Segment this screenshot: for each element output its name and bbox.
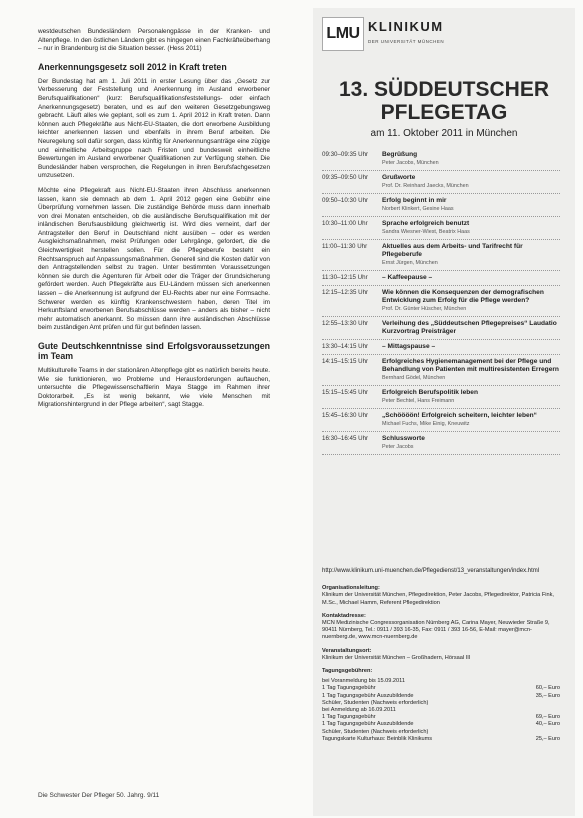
program-item: [382, 389, 560, 405]
fee-label: bei Voranmeldung bis 15.09.2011: [322, 678, 405, 685]
program-row: [322, 148, 560, 171]
program-time: 12:55–13:30 Uhr: [322, 320, 369, 327]
contact-label: Kontaktadresse:: [322, 612, 366, 619]
fee-row: [322, 693, 560, 700]
fee-row: [322, 721, 560, 728]
fees-label: Tagungsgebühren:: [322, 668, 373, 675]
event-title: 13. SÜDDEUTSCHER PFLEGETAG: [338, 78, 550, 124]
program-item: [382, 220, 560, 236]
program-time: 14:15–15:15 Uhr: [322, 358, 369, 365]
event-date: am 11. Oktober 2011 in München: [370, 128, 518, 139]
program-title: Erfolgreich Berufspolitik leben: [382, 389, 478, 396]
article-column: [38, 28, 270, 416]
program-title: Begrüßung: [382, 151, 418, 158]
contact-text: MCN Medizinische Congressorganisation Nürnberg AG, Carina Mayer, Neuwieder Straße 9, 90411 Nürnberg, Tel.: 0911 / 393 16-35, Fax: 0911 / 393 16-56, E-Mail: mayer@mcn-nuernberg.de, www.mcn-nuernberg.de: [322, 620, 550, 641]
program-item: [382, 320, 560, 336]
lmu-logo-mark: LMU: [322, 17, 364, 51]
program-item: [382, 358, 560, 382]
program-row: [322, 217, 560, 240]
program-speaker: Prof. Dr. Reinhard Jaecks, München: [382, 183, 469, 189]
program-row: [322, 194, 560, 217]
program-item: [382, 151, 560, 167]
fee-label: Schüler, Studenten (Nachweis erforderlich): [322, 728, 429, 735]
fee-label: Tagungskarte Kulturhaus: Beinblik Klinikums: [322, 735, 433, 742]
program-row: [322, 409, 560, 432]
fee-row: [322, 707, 560, 714]
program-row: [322, 340, 560, 355]
fee-row: [322, 685, 560, 692]
program-title: Grußworte: [382, 174, 416, 181]
article-paragraph: westdeutschen Bundesländern Personalengpässe in der Kranken- und Altenpflege. In den östlichen Ländern gibt es hingegen einen Fachkräfteüberhang – nur in Brandenburg ist die Situation besser. (Hess 2011): [38, 28, 270, 53]
program-speaker: Peter Bechtel, Hans Freimann: [382, 398, 455, 404]
org-label: Organisationsleitung:: [322, 585, 380, 592]
fee-label: 1 Tag Tagungsgebühr: [322, 714, 376, 721]
program-row: [322, 355, 560, 386]
program-row: [322, 386, 560, 409]
lmu-klinikum-logo: [322, 17, 552, 51]
program-title: Verleihung des „Süddeutschen Pflegepreises“ Laudatio Kurzvortrag Preisträger: [382, 320, 557, 335]
fee-row: [322, 700, 560, 707]
program-speaker: Sandra Wiesner-Wiest, Beatrix Haas: [382, 229, 470, 235]
program-row: [322, 171, 560, 194]
venue-text: Klinikum der Universität München – Großhadern, Hörsaal III: [322, 654, 471, 661]
program-speaker: Michael Fuchs, Mike Einig, Kneuwitz: [382, 421, 470, 427]
event-url[interactable]: http://www.klinikum.uni-muenchen.de/Pflegedienst/13_veranstaltungen/index.html: [322, 568, 540, 574]
program-time: 10:30–11:00 Uhr: [322, 220, 368, 227]
fee-label: 1 Tag Tagungsgebühr Auszubildende: [322, 721, 414, 728]
fee-row: [322, 729, 560, 736]
program-title: Wie können die Konsequenzen der demografischen Entwicklung zum Erfolg für die Pflege werden?: [382, 289, 544, 304]
program-row: [322, 286, 560, 317]
program-title: „Schöööön! Erfolgreich scheitern, leichter leben“: [382, 412, 537, 419]
program-row: [322, 317, 560, 340]
venue-label: Veranstaltungsort:: [322, 647, 372, 654]
article-paragraph: Multikulturelle Teams in der stationären Altenpflege gibt es natürlich bereits heute. Wie sie funktionieren, wo Probleme und Herausforderungen auftauchen, untersuchte die Pflegewissenschaftlerin Maya Stagge im Rahmen ihrer Doktorarbeit. „Es ist wenig bekannt, wie viele Menschen mit Migrationshintergrund in der Pflege arbeiten“, sagt Stagge.: [38, 367, 270, 409]
logo-subtitle: DER UNIVERSITÄT MÜNCHEN: [368, 39, 445, 44]
logo-name: KLINIKUM: [368, 19, 444, 34]
org-text: Klinikum der Universität München, Pflegedirektion, Peter Jacobs, Pflegedirektor, Patricia Fink, M.Sc., Michael Hamm, Referent Pflegedirektion: [322, 592, 554, 606]
program-item: [382, 274, 560, 282]
program-title: Sprache erfolgreich benutzt: [382, 220, 470, 227]
program-time: 15:45–16:30 Uhr: [322, 412, 369, 419]
fee-label: 1 Tag Tagungsgebühr Auszubildende: [322, 692, 414, 699]
fee-price: 60,– Euro: [535, 685, 560, 692]
fee-price: 40,– Euro: [535, 721, 560, 728]
program-item: [382, 343, 560, 351]
program-time: 13:30–14:15 Uhr: [322, 343, 369, 350]
program-time: 12:15–12:35 Uhr: [322, 289, 369, 296]
program-title: – Kaffeepause –: [382, 274, 433, 281]
program-item: [382, 243, 560, 267]
program-time: 15:15–15:45 Uhr: [322, 389, 369, 396]
program-item: [382, 412, 560, 428]
program-title: Erfolg beginnt in mir: [382, 197, 447, 204]
program-row: [322, 271, 560, 286]
program-speaker: Bernhard Gödel, München: [382, 375, 446, 381]
program-item: [382, 197, 560, 213]
program-speaker: Peter Jacobs: [382, 444, 414, 450]
program-item: [382, 174, 560, 190]
program-time: 09:30–09:35 Uhr: [322, 151, 369, 158]
fee-label: 1 Tag Tagungsgebühr: [322, 685, 376, 692]
section-heading: Gute Deutschkenntnisse sind Erfolgsvoraussetzungen im Team: [38, 341, 270, 361]
program-speaker: Peter Jacobs, München: [382, 160, 439, 166]
program-time: 16:30–16:45 Uhr: [322, 435, 369, 442]
program-time: 11:30–12:15 Uhr: [322, 274, 368, 281]
fee-label: bei Anmeldung ab 16.09.2011: [322, 707, 396, 714]
fee-price: 35,– Euro: [535, 692, 560, 699]
article-paragraph: Möchte eine Pflegekraft aus Nicht-EU-Staaten ihren Abschluss anerkennen lassen, kann sie demnach ab dem 1. April 2012 gegen eine Gebühr eine Überprüfung vornehmen lassen. Die zuständige Behörde muss dann innerhalb von drei Monaten entscheiden, ob die ausländische Berufsqualifikation mit der inländischen Berufsausbildung gleichwertig ist. Wird dies verneint, darf der Antragsteller den Beruf in Deutschland nicht ausüben – oder es werden Ausgleichsmaßnahmen, meist Prüfungen oder Lehrgänge, gefordert, die die Gleichwertigkeit herstellen sollen. Für die Pflegeberufe besteht ein Rechtsanspruch auf Anpassungsmaßnahmen. Generell sind die Kosten dafür von den Antragstellenden selbst zu tragen. Unter bestimmten Voraussetzungen können sie durch die Agenturen für Arbeit oder die Träger der Grundsicherung gefördert werden. Auch Pflegekräfte aus EU-Ländern müssen sich anerkennen lassen – die Anerkennung ist aufgrund der EU-Rechts aber nur eine Formsache. Schwerer werden es künftig Krankenschwestern haben, deren Titel im Herkunftsland erworbenen Berufsabschlüsse werden – anders als bisher – nicht mehr automatisch anerkannt. So müssen dann ihre ausländischen Abschlüsse beim zuständigen Amt prüfen und für gut befinden lassen.: [38, 186, 270, 332]
program-row: [322, 432, 560, 455]
fee-label: Schüler, Studenten (Nachweis erforderlich): [322, 699, 429, 706]
program-title: Aktuelles aus dem Arbeits- und Tarifrecht für Pflegeberufe: [382, 243, 523, 258]
program-speaker: Prof. Dr. Günter Hüscher, München: [382, 306, 467, 312]
program-row: [322, 240, 560, 271]
program-title: – Mittagspause –: [382, 343, 436, 350]
article-paragraph: Der Bundestag hat am 1. Juli 2011 in erster Lesung über das „Gesetz zur Verbesserung der Feststellung und Anerkennung im Ausland erworbener Berufsqualifikationen“ (kurz: Berufsqualifikationsfeststellungs- oder einfach Anerkennungsgesetz) beraten, und es auf den weiteren Gesetzgebungsweg gebracht. Läuft alles wie geplant, soll es zum 1. April 2012 in Kraft treten. Dann können auch Pflegekräfte aus Nicht-EU-Staaten, die dort erworbene Ausbildung leichter anerkennen lassen und ebenfalls in ihrem Beruf arbeiten. Die Neuregelung soll dafür sorgen, dass künftig für Anerkennungsanträge eine zügige und einheitliche Arbeitsgruppe nach Fristen und bundesweit einheitliche Bewertungen im Ausland erworbener Qualifikationen zur Verfügung stehen. Die Bundesländer haben versprochen, die Regelungen in ihren Berufsfachgesetzen umzusetzen.: [38, 77, 270, 180]
fee-price: 69,– Euro: [535, 714, 560, 721]
program-item: [382, 435, 560, 451]
fee-row: [322, 736, 560, 743]
program-speaker: Norbert Klinkert, Gesine Haas: [382, 206, 454, 212]
program-time: 09:50–10:30 Uhr: [322, 197, 369, 204]
program-time: 09:35–09:50 Uhr: [322, 174, 369, 181]
event-info: [322, 568, 560, 749]
program-speaker: Ernst Jürgen, München: [382, 260, 438, 266]
program-item: [382, 289, 560, 313]
fee-row: [322, 714, 560, 721]
program-table: [322, 148, 560, 455]
program-title: Erfolgreiches Hygienemanagement bei der Pflege und Behandlung von Patienten mit multiresistenten Erregern: [382, 358, 559, 373]
fees-list: [322, 678, 560, 743]
fee-price: 25,– Euro: [535, 735, 560, 742]
page-footer: Die Schwester Der Pfleger 50. Jahrg. 9/11: [38, 792, 160, 799]
section-heading: Anerkennungsgesetz soll 2012 in Kraft treten: [38, 61, 227, 72]
fee-row: [322, 678, 560, 685]
program-time: 11:00–11:30 Uhr: [322, 243, 368, 250]
program-title: Schlussworte: [382, 435, 425, 442]
